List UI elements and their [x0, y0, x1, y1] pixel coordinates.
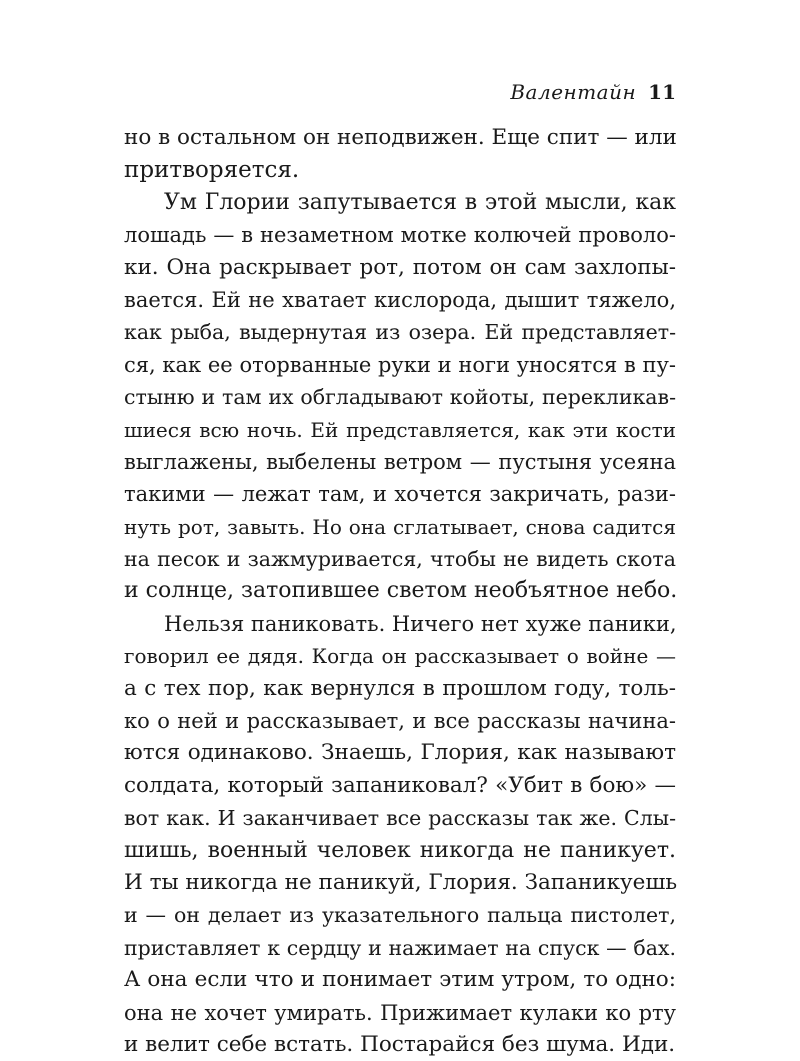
text-line: и велит себе встать. Постарайся без шума. Иди. — [124, 1031, 676, 1057]
text-line: приставляет к сердцу и нажимает на спуск — бах. — [124, 935, 676, 960]
text-line: А она если что и понимает этим утром, то одно: — [124, 967, 676, 993]
text-line: лошадь — в незаметном мотке колючей проволо- — [124, 223, 676, 248]
text-line: на песок и зажмуривается, чтобы не видеть скота — [124, 547, 676, 572]
text-line: как рыба, выдернутая из озера. Ей представляет- — [124, 320, 676, 345]
text-line: вот как. И заканчивает все рассказы так же. Слы- — [124, 806, 676, 831]
text-line: выглажены, выбелены ветром — пустыня усеяна — [124, 449, 676, 474]
text-line: И ты никогда не паникуй, Глория. Запаникуешь — [124, 869, 678, 895]
text-line: говорил ее дядя. Когда он рассказывает о войне — — [124, 644, 676, 669]
text-line: шишь, военный человек никогда не паникует. — [124, 837, 676, 863]
text-line: а с тех пор, как вернулся в прошлом году, толь- — [124, 675, 676, 701]
text-line: ся, как ее оторванные руки и ноги уносятся в пу- — [124, 352, 676, 377]
text-line: и солнце, затопившее светом необъятное небо. — [124, 578, 678, 604]
body-text — [124, 122, 676, 1061]
text-line: ются одинаково. Знаешь, Глория, как называют — [124, 740, 676, 766]
text-line: такими — лежат там, и хочется закричать, рази- — [124, 482, 676, 507]
text-line: ки. Она раскрывает рот, потом он сам захлопы- — [124, 254, 676, 280]
text-line: Нельзя паниковать. Ничего нет хуже паники, — [164, 611, 677, 636]
text-line: притворяется. — [124, 157, 300, 184]
text-line: вается. Ей не хватает кислорода, дышит тяжело, — [124, 287, 676, 312]
running-title: Валентайн — [510, 80, 637, 104]
running-header — [510, 80, 676, 104]
page-number: 11 — [648, 80, 676, 104]
text-line: Ум Глории запутывается в этой мысли, как — [164, 189, 676, 215]
text-line: ко о ней и рассказывает, и все рассказы начина- — [124, 709, 676, 734]
text-line: солдата, который запаниковал? «Убит в бою» — — [124, 772, 676, 798]
text-line: и — он делает из указательного пальца пистолет, — [124, 903, 676, 928]
text-line: но в остальном он неподвижен. Еще спит — или — [124, 125, 677, 150]
text-line: стыню и там их обгладывают койоты, перекликав- — [124, 385, 676, 410]
text-line: нуть рот, завыть. Но она сглатывает, снова садится — [124, 514, 676, 539]
text-line: она не хочет умирать. Прижимает кулаки ко рту — [124, 1000, 676, 1025]
text-line: шиеся всю ночь. Ей представляется, как эти кости — [124, 417, 676, 442]
